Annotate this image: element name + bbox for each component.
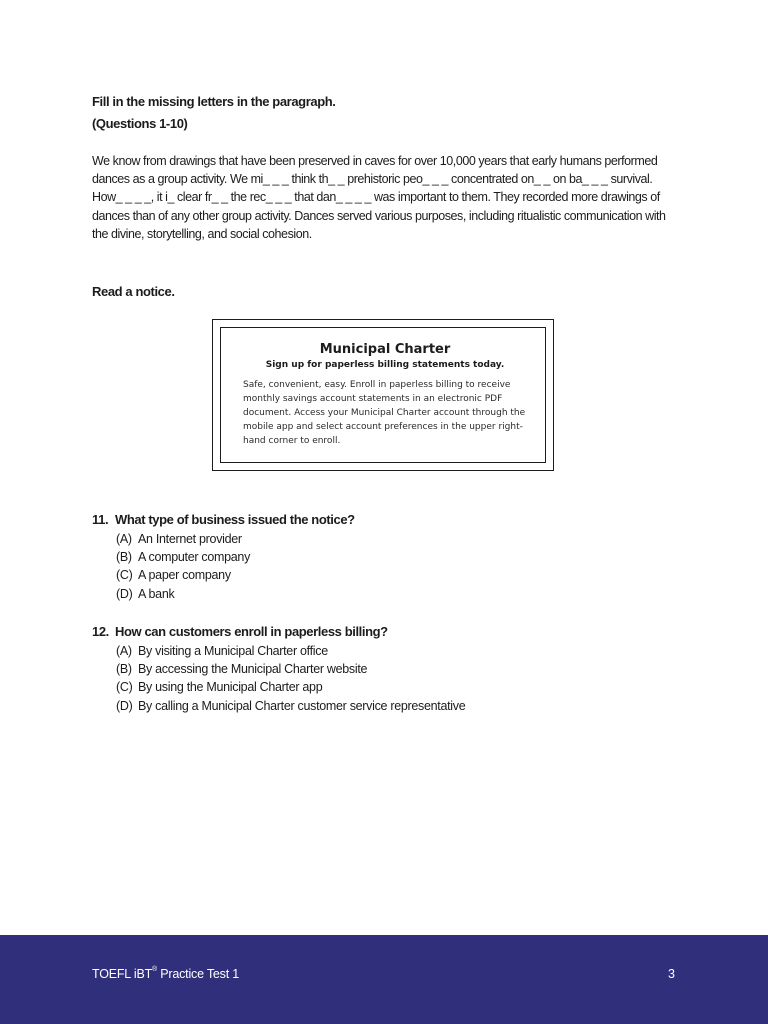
option-text: A bank (138, 586, 175, 601)
registered-mark: ® (152, 966, 157, 973)
question-text: What type of business issued the notice? (115, 512, 355, 527)
option-text: A computer company (138, 550, 251, 565)
option-letter: (D) (116, 698, 133, 713)
option-text: A paper company (138, 568, 231, 583)
answer-options (92, 530, 692, 603)
footer-test-title (92, 967, 239, 981)
section1-question-range: (Questions 1-10) (92, 116, 188, 131)
notice-box (220, 327, 546, 463)
notice-frame (212, 319, 554, 471)
question-text: How can customers enroll in paperless billing? (115, 624, 388, 639)
notice-title: Municipal Charter (319, 342, 451, 357)
option-letter: (A) (116, 644, 132, 658)
question-12 (92, 622, 692, 715)
page-footer (0, 935, 768, 1024)
notice-subtitle: Sign up for paperless billing statements today. (265, 360, 505, 370)
option-text: By calling a Municipal Charter customer service representative (138, 698, 466, 713)
question-number: 12. (92, 624, 109, 639)
answer-options (92, 642, 692, 715)
footer-title-text: TOEFL iBT (92, 967, 153, 981)
option-letter: (D) (116, 586, 133, 601)
option-letter: (C) (116, 680, 133, 695)
option-text: By accessing the Municipal Charter website (138, 662, 368, 677)
option-letter: (A) (116, 532, 132, 546)
answer-option-b[interactable] (116, 548, 692, 566)
question-stem (92, 510, 692, 530)
section2-instruction: Read a notice. (92, 284, 175, 299)
question-stem (92, 622, 692, 642)
question-11 (92, 510, 692, 603)
option-text: By visiting a Municipal Charter office (138, 644, 328, 658)
option-letter: (B) (116, 662, 132, 677)
option-text: An Internet provider (138, 532, 242, 546)
option-text: By using the Municipal Charter app (138, 680, 323, 695)
answer-option-b[interactable] (116, 660, 692, 678)
answer-option-a[interactable] (116, 642, 692, 660)
page-number: 3 (668, 967, 675, 981)
answer-option-a[interactable] (116, 530, 692, 548)
option-letter: (C) (116, 568, 133, 583)
fill-in-paragraph: We know from drawings that have been preserved in caves for over 10,000 years that early humans performed dances as a group activity. We mi_ _ _ think th_ _ prehistoric peo_ _ _ concentrated on_ _ on ba_ _ _ survival. How_ _ _ _, it i_ clear fr_ _ the rec_ _ _ that dan_ _ _ _ was important to them. They recorded more drawings of dances than of any other group activity. Dances served various purposes, including ritualistic communication with the divine, storytelling, and social cohesion. (92, 154, 666, 241)
notice-body: Safe, convenient, easy. Enroll in paperless billing to receive monthly savings account statements in an electronic PDF document. Access your Municipal Charter account through the mobile app and select account preferences in the upper right-hand corner to enroll. (243, 380, 526, 446)
option-letter: (B) (116, 550, 132, 565)
answer-option-c[interactable] (116, 566, 692, 584)
footer-title-suffix: Practice Test 1 (157, 967, 240, 981)
answer-option-d[interactable] (116, 697, 692, 715)
answer-option-d[interactable] (116, 585, 692, 603)
question-number: 11. (92, 512, 109, 527)
answer-option-c[interactable] (116, 678, 692, 696)
section1-instruction: Fill in the missing letters in the paragraph. (92, 94, 336, 109)
